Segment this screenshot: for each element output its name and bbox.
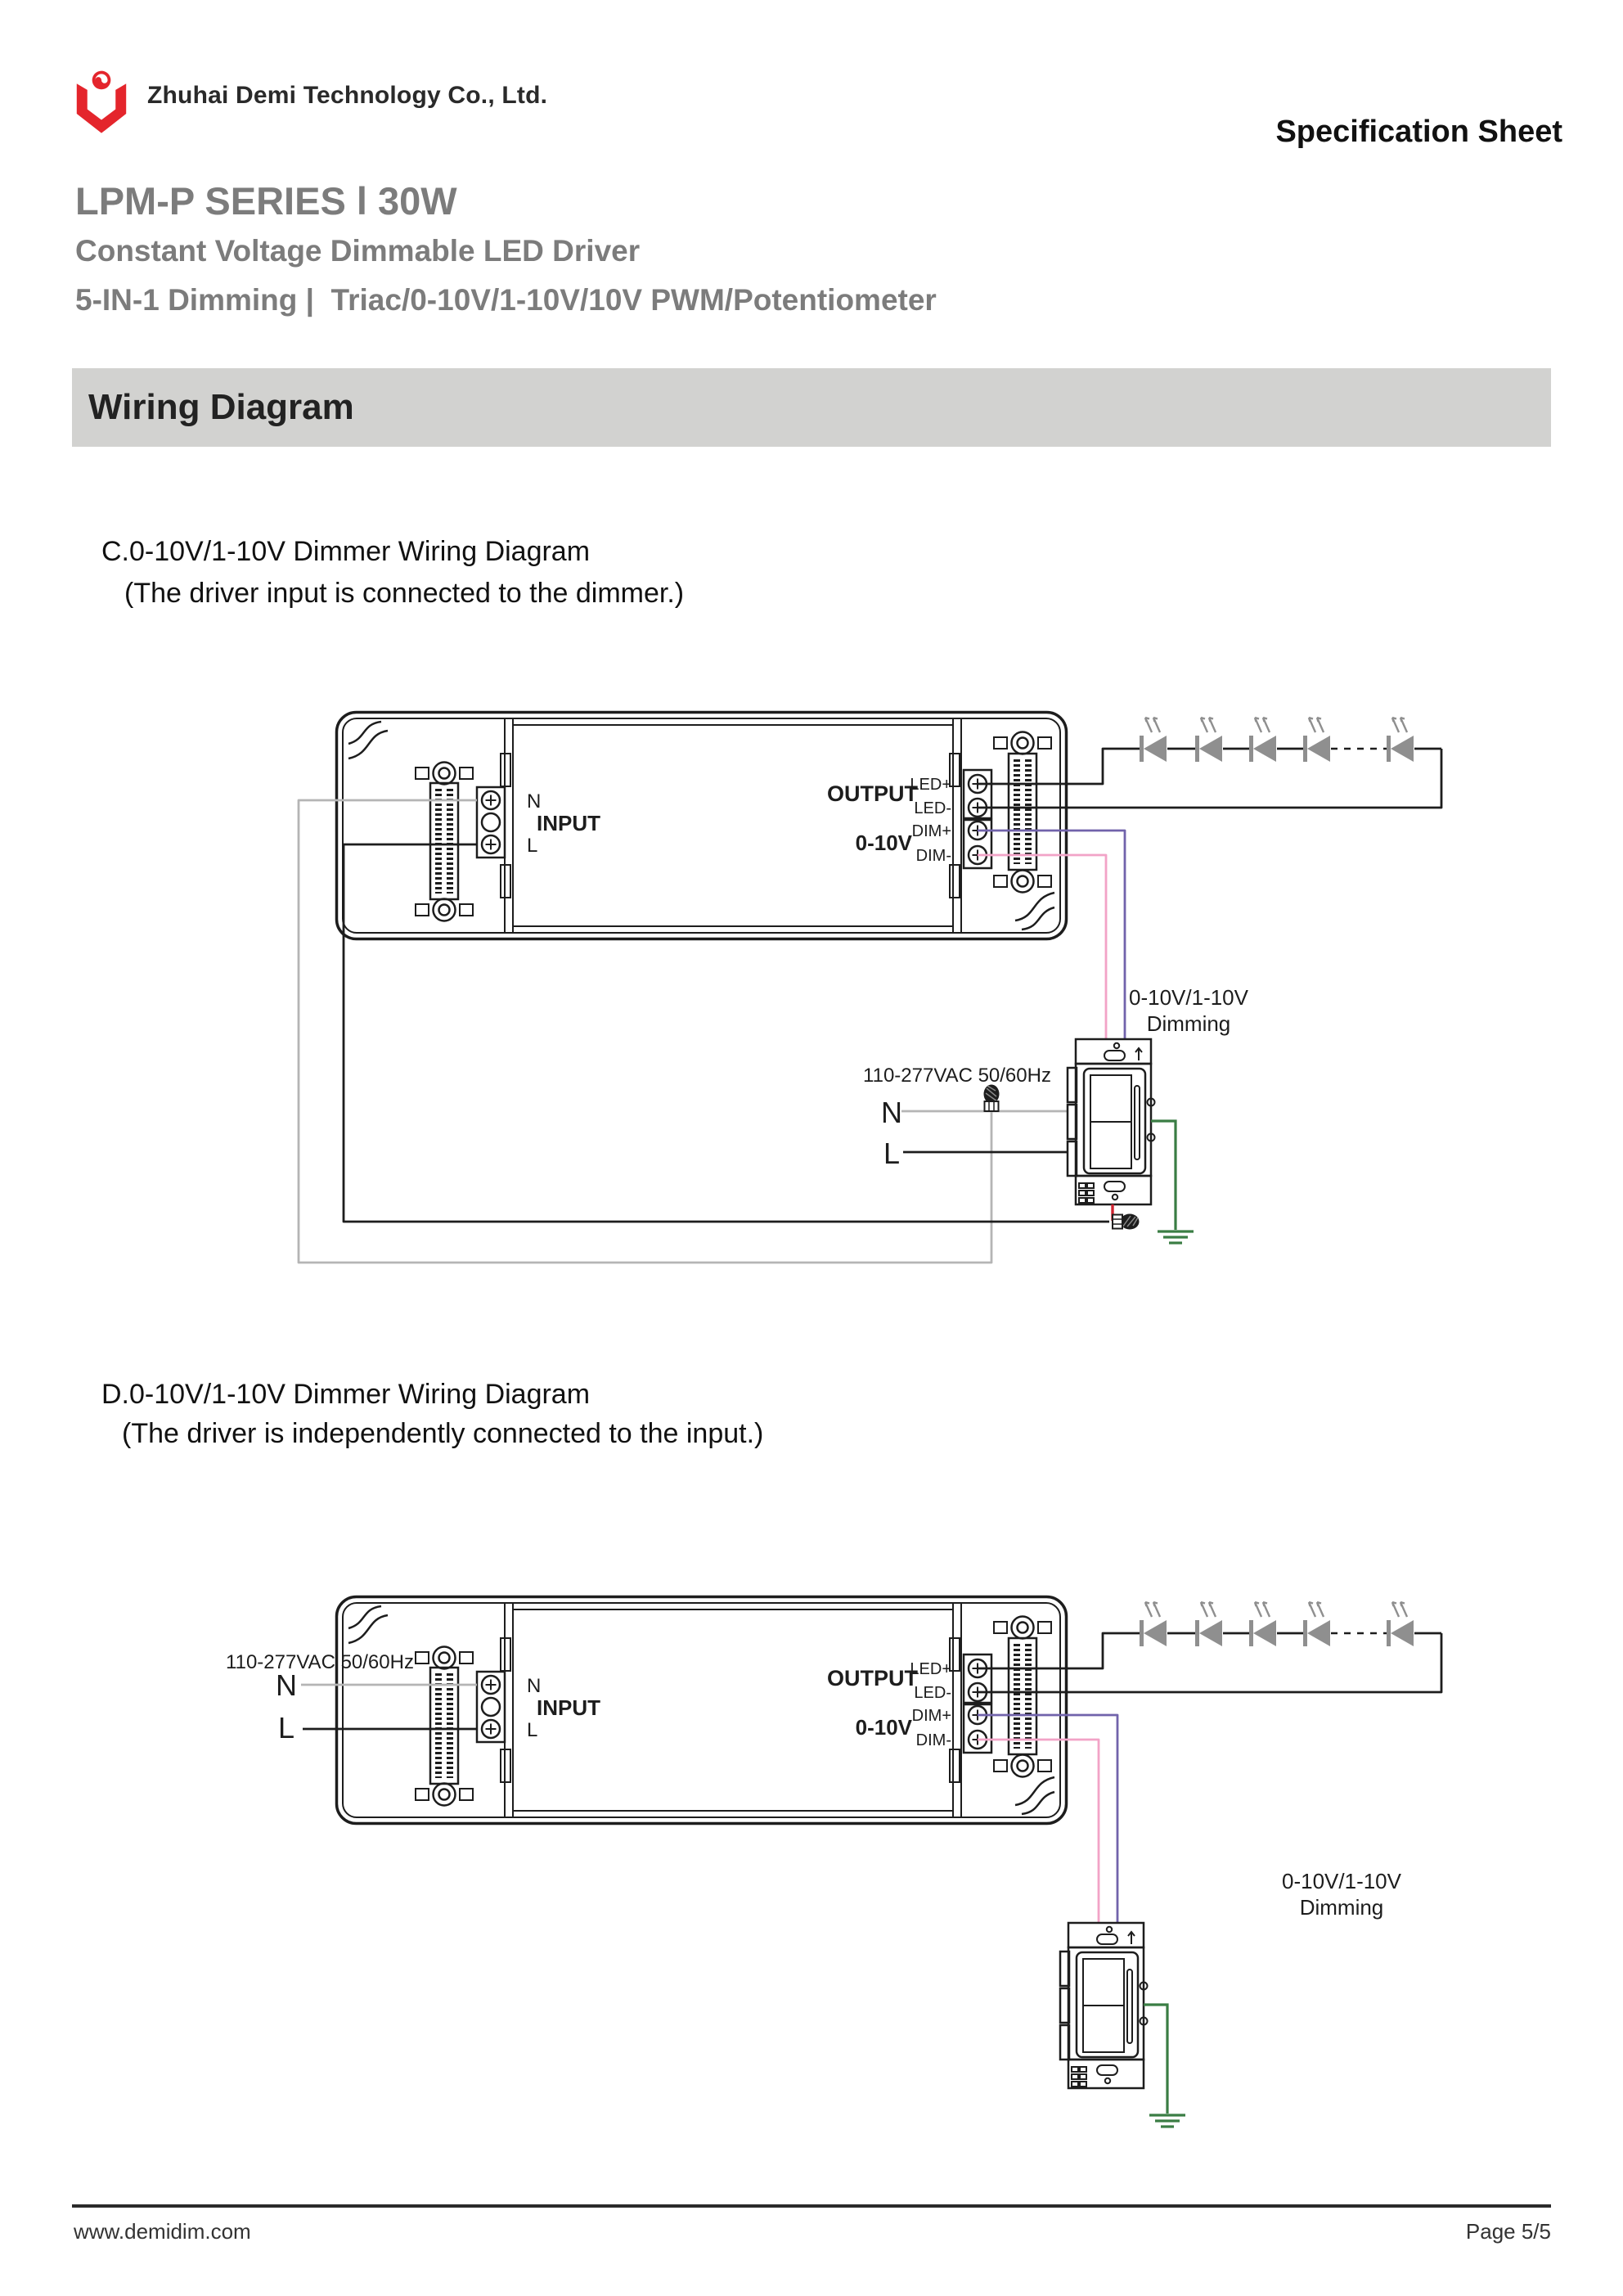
product-series-title: LPM-P SERIES l 30W: [75, 179, 457, 223]
wire-dim-minus-c: [978, 855, 1106, 1039]
diagram-c-note: (The driver input is connected to the dimmer.): [124, 578, 685, 609]
wire-dim-plus-c: [978, 831, 1125, 1039]
mains-label-d: 110-277VAC 50/60Hz: [226, 1651, 414, 1673]
diagram-d-note: (The driver is independently connected to the input.): [122, 1418, 764, 1449]
dimmer-c: [1068, 1039, 1155, 1204]
neutral-label-d: N: [276, 1668, 297, 1702]
product-subtitle: Constant Voltage Dimmable LED Driver: [75, 234, 641, 268]
section-title: Wiring Diagram: [88, 387, 354, 427]
company-name: Zhuhai Demi Technology Co., Ltd.: [147, 82, 548, 109]
dimmer-d: [1060, 1923, 1148, 2088]
section-header-bar: [72, 368, 1551, 447]
wire-dim-plus-d: [978, 1715, 1117, 1923]
line-label-c: L: [883, 1137, 901, 1170]
wiring-diagram-c: [0, 622, 1623, 1342]
driver-c: [337, 713, 1067, 939]
dimming-label-2-d: Dimming: [1299, 1895, 1384, 1920]
product-dimming-line: 5-IN-1 Dimming | Triac/0-10V/1-10V/10V PWM/Potentiometer: [75, 283, 937, 317]
dimming-label-1-c: 0-10V/1-10V: [1129, 985, 1248, 1010]
wire-led-d: [978, 1633, 1441, 1692]
driver-d: [337, 1597, 1067, 1824]
dimming-label-1-d: 0-10V/1-10V: [1282, 1869, 1401, 1893]
brand-logo: [70, 70, 133, 137]
diagram-d-heading: D.0-10V/1-10V Dimmer Wiring Diagram: [101, 1379, 591, 1410]
mains-label-c: 110-277VAC 50/60Hz: [863, 1065, 1051, 1087]
footer-page-number: Page 5/5: [1465, 2219, 1551, 2244]
wire-led-c: [978, 749, 1441, 808]
line-label-d: L: [277, 1711, 295, 1745]
diagram-c-heading: C.0-10V/1-10V Dimmer Wiring Diagram: [101, 536, 591, 567]
wire-line-c: [344, 844, 1109, 1222]
footer-website: www.demidim.com: [74, 2219, 251, 2244]
wiring-diagram-d: [0, 1358, 1623, 2144]
document-title: Specification Sheet: [1275, 115, 1562, 149]
neutral-label-c: N: [881, 1096, 902, 1129]
footer-rule: [72, 2204, 1551, 2208]
dimming-label-2-c: Dimming: [1146, 1011, 1231, 1036]
